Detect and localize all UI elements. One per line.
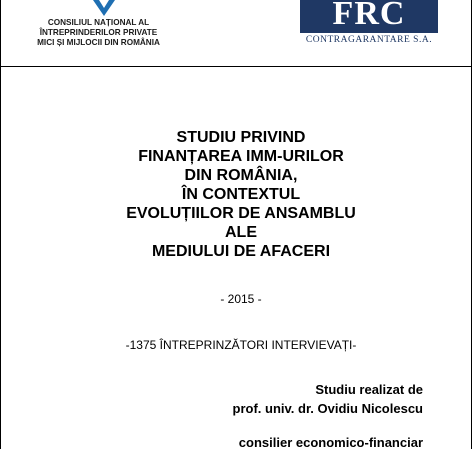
author-block [103,380,423,452]
frc-logo-mark [300,0,438,33]
header-divider [1,66,472,67]
document-title [61,128,421,261]
triangle-mark-icon [91,0,117,18]
frc-logo-letters: FRC [332,0,406,32]
cnipmmr-logo-text [26,18,171,48]
title-line-2: FINANȚAREA IMM-URILOR [138,148,344,165]
frc-logo-subtitle: CONTRAGARANTARE S.A. [305,35,433,45]
frc-logo [298,0,440,50]
cnipmmr-logo [26,0,171,60]
author-role: consilier economico-financiar [238,435,423,450]
title-line-7: MEDIULUI DE AFACERI [151,243,331,260]
interviewed-count: -1375 ÎNTREPRINZĂTORI INTERVIEVAȚI- [125,338,357,352]
publication-year: - 2015 - [220,292,262,306]
title-line-1: STUDIU PRIVIND [176,129,306,146]
author-intro: Studiu realizat de [315,382,423,397]
cnipmmr-line-1: CONSILIUL NAȚIONAL AL [47,18,150,27]
title-line-4: ÎN CONTEXTUL [181,186,301,203]
author-name: prof. univ. dr. Ovidiu Nicolescu [232,401,423,416]
cnipmmr-line-3: MICI ȘI MIJLOCII DIN ROMÂNIA [37,38,160,47]
cnipmmr-line-2: ÎNTREPRINDERILOR PRIVATE [39,28,158,37]
title-line-6: ALE [225,224,257,241]
title-line-5: EVOLUȚIILOR DE ANSAMBLU [126,205,356,222]
title-line-3: DIN ROMÂNIA, [184,167,298,184]
author-spacer [103,418,423,433]
